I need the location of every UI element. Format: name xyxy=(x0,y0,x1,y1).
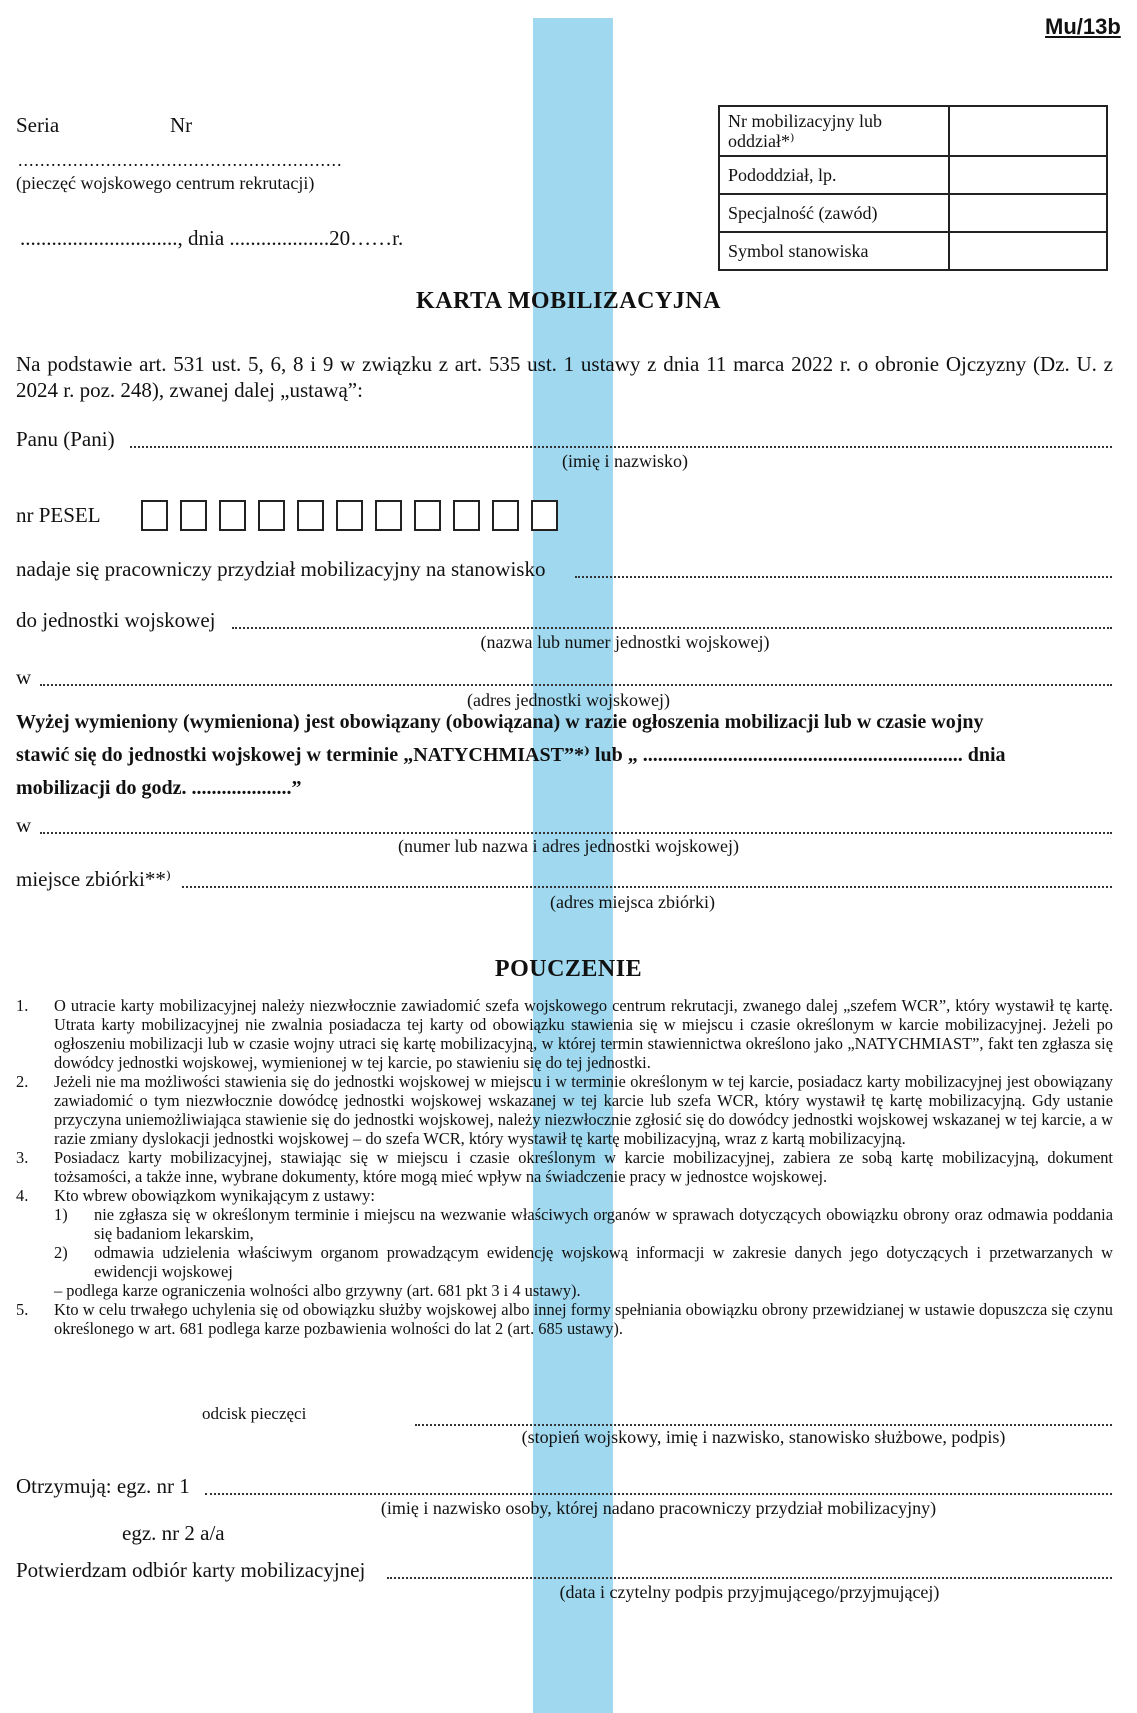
unit-field[interactable] xyxy=(232,627,1112,629)
unit-address-caption: (adres jednostki wojskowej) xyxy=(467,690,670,710)
sub-item: 2) odmawia udzielenia właściwym organom prowadzącym ewidencję wojskową informacji w zakresie danych jego dotyczących i przetwarzanych w ewidencji wojskowej xyxy=(54,1243,1113,1281)
table-row xyxy=(719,156,1107,194)
seria-label: Seria xyxy=(16,113,60,137)
receipt-field[interactable] xyxy=(387,1577,1112,1579)
unit2-caption: (numer lub nazwa i adres jednostki wojskowej) xyxy=(398,836,739,856)
pesel-digit-box[interactable] xyxy=(180,500,207,531)
nr-label: Nr xyxy=(170,113,193,137)
name-caption: (imię i nazwisko) xyxy=(562,451,688,471)
recipient-1-caption: (imię i nazwisko osoby, której nadano pracowniczy przydział mobilizacyjny) xyxy=(380,1498,937,1518)
pesel-label: nr PESEL xyxy=(16,503,101,527)
table-cell-label: Specjalność (zawód) xyxy=(719,194,949,232)
list-item: 1. O utracie karty mobilizacyjnej należy niezwłocznie zawiadomić szefa wojskowego centrum rekrutacji, zwanego dalej „szefem WCR”, który wystawił tę kartę. Utrata karty mobilizacyjnej nie zwalnia posiadacza tej karty od obowiązku stawienia się w miejscu i czasie określonym w karcie mobilizacyjnej. Jeżeli po ogłoszeniu mobilizacji lub w czasie wojny utraci się kartę mobilizacyjną, w której termin stawiennictwa określono jako „NATYCHMIAST”, fakt ten zgłasza się dowódcy jednostki wojskowej, wymienionej w tej karcie, po stawieniu się do tej jednostki. xyxy=(16,996,1113,1072)
pesel-digit-box[interactable] xyxy=(453,500,480,531)
w2-label: w xyxy=(16,813,32,837)
table-cell-value[interactable] xyxy=(949,156,1107,194)
recipient-2-label: egz. nr 2 a/a xyxy=(122,1521,225,1545)
date-line: .............................., dnia ...................20……r. xyxy=(20,226,404,250)
stanowisko-label: nadaje się pracowniczy przydział mobilizacyjny na stanowisko xyxy=(16,557,546,581)
obligation-line-2: stawić się do jednostki wojskowej w terminie „NATYCHMIAST”*⁾ lub „ ................................................................ dnia xyxy=(16,744,1006,766)
w-label: w xyxy=(16,665,32,689)
pesel-digit-box[interactable] xyxy=(258,500,285,531)
zbiorka-label: miejsce zbiórki**⁾ xyxy=(16,867,172,891)
pesel-digit-box[interactable] xyxy=(531,500,558,531)
name-field[interactable] xyxy=(130,446,1112,448)
list-item: 5. Kto w celu trwałego uchylenia się od obowiązku służby wojskowej albo innej formy spełniania obowiązku obrony przewidzianej w ustawie dopuszcza się czynu określonego w art. 681 podlega karze pozbawienia wolności do lat 2 (art. 685 ustawy). xyxy=(16,1300,1113,1338)
table-cell-label: Nr mobilizacyjny lub oddział*⁾ xyxy=(719,106,949,156)
recipients-label: Otrzymują: egz. nr 1 xyxy=(16,1474,190,1498)
table-row xyxy=(719,232,1107,270)
unit-address-field[interactable] xyxy=(40,684,1112,686)
stamp-dots: ........................................................... xyxy=(18,150,343,170)
pesel-digit-box[interactable] xyxy=(297,500,324,531)
stamp-caption: (pieczęć wojskowego centrum rekrutacji) xyxy=(16,173,315,193)
instructions-title: POUCZENIE xyxy=(494,956,643,982)
mobilization-table xyxy=(718,105,1108,271)
sub-item: 1) nie zgłasza się w określonym terminie i miejscu na wezwanie właściwych organów w sprawach dotyczących obowiązku obrony oraz odmawia poddania się badaniom lekarskim, xyxy=(54,1205,1113,1243)
recipient-1-field[interactable] xyxy=(205,1493,1112,1495)
pesel-digit-box[interactable] xyxy=(492,500,519,531)
pesel-digit-box[interactable] xyxy=(336,500,363,531)
pesel-digit-box[interactable] xyxy=(141,500,168,531)
assembly-place-field[interactable] xyxy=(182,886,1112,888)
receipt-label: Potwierdzam odbiór karty mobilizacyjnej xyxy=(16,1558,366,1582)
obligation-line-1: Wyżej wymieniony (wymieniona) jest obowiązany (obowiązana) w razie ogłoszenia mobilizacji lub w czasie wojny xyxy=(16,711,984,733)
pesel-boxes xyxy=(141,500,558,531)
jednostka-label: do jednostki wojskowej xyxy=(16,608,216,632)
instruction-4-tail: – podlega karze ograniczenia wolności albo grzywny (art. 681 pkt 3 i 4 ustawy). xyxy=(54,1281,581,1300)
pesel-digit-box[interactable] xyxy=(375,500,402,531)
table-cell-value[interactable] xyxy=(949,194,1107,232)
table-cell-value[interactable] xyxy=(949,232,1107,270)
stamp-label: odcisk pieczęci xyxy=(202,1404,307,1423)
table-row xyxy=(719,106,1107,156)
assembly-place-caption: (adres miejsca zbiórki) xyxy=(550,892,715,912)
table-cell-label: Symbol stanowiska xyxy=(719,232,949,270)
pesel-digit-box[interactable] xyxy=(414,500,441,531)
list-item: 3. Posiadacz karty mobilizacyjnej, stawiając się w miejscu i czasie określonym w karcie mobilizacyjnej, zabiera ze sobą kartę mobilizacyjną, dokument tożsamości, a także inne, wybrane dokumenty, które mogą mieć wpływ na świadczenie pracy w jednostce wojskowej. xyxy=(16,1148,1113,1186)
unit2-field[interactable] xyxy=(40,832,1112,834)
unit-caption: (nazwa lub numer jednostki wojskowej) xyxy=(480,632,770,652)
signature-caption: (stopień wojskowy, imię i nazwisko, stanowisko służbowe, podpis) xyxy=(521,1427,1006,1447)
obligation-line-3: mobilizacji do godz. ....................” xyxy=(16,777,302,799)
table-cell-value[interactable] xyxy=(949,106,1107,156)
intro-paragraph: Na podstawie art. 531 ust. 5, 6, 8 i 9 w związku z art. 535 ust. 1 ustawy z dnia 11 marca 2022 r. o obronie Ojczyzny (Dz. U. z 2024 r. poz. 248), zwanej dalej „ustawą”: xyxy=(16,352,1113,402)
list-item: 4. Kto wbrew obowiązkom wynikającym z ustawy: 1) nie zgłasza się w określonym terminie i miejscu na wezwanie właściwych organów w sprawach dotyczących obowiązku obrony oraz odmawia poddania się badaniom lekarskim, 2) odmawia udzielenia właściwym organom prowadzącym ewidencję wojskową informacji w zakresie danych jego dotyczących i przetwarzanych w ewidencji wojskowej – podlega karze ograniczenia wolności albo grzywny (art. 681 pkt 3 i 4 ustawy). xyxy=(16,1186,1113,1300)
signature-field[interactable] xyxy=(415,1424,1112,1426)
receipt-caption: (data i czytelny podpis przyjmującego/przyjmującej) xyxy=(559,1582,940,1602)
form-code: Mu/13b xyxy=(1045,14,1121,39)
pesel-digit-box[interactable] xyxy=(219,500,246,531)
list-item: 2. Jeżeli nie ma możliwości stawienia się do jednostki wojskowej w miejscu i w terminie określonym w tej karcie, posiadacz karty mobilizacyjnej jest obowiązany zawiadomić o tym niezwłocznie dowódcę jednostki wojskowej wskazanej w tej karcie lub szefa WCR, który wystawił tę kartę mobilizacyjną. Gdy ustanie przyczyna uniemożliwiająca stawienie się do jednostki wojskowej, należy niezwłocznie zgłosić się do dowódcy jednostki wojskowej wskazanej w tej karcie, a w razie zmiany dyslokacji jednostki wojskowej – do szefa WCR, który wystawił tę kartę mobilizacyjną, wraz z kartą mobilizacyjną. xyxy=(16,1072,1113,1148)
table-cell-label: Pododdział, lp. xyxy=(719,156,949,194)
obligation-text xyxy=(16,706,1113,805)
page-title: KARTA MOBILIZACYJNA xyxy=(416,288,721,314)
position-field[interactable] xyxy=(575,576,1112,578)
instructions-list xyxy=(16,996,1113,1338)
panu-label: Panu (Pani) xyxy=(16,427,115,451)
table-row xyxy=(719,194,1107,232)
